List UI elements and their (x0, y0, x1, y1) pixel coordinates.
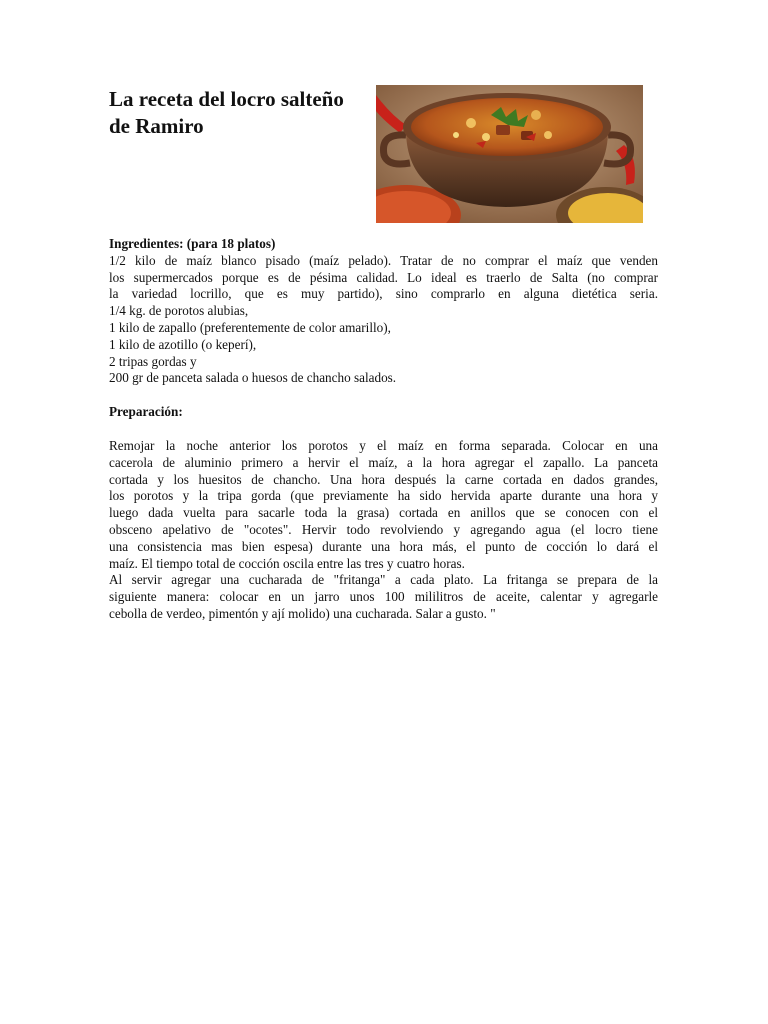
preparation-line: siguiente manera: colocar en un jarro unos 100 mililitros de aceite, calentar y agregarle (109, 589, 658, 605)
recipe-body (109, 236, 658, 623)
locro-photo (376, 85, 643, 223)
preparation-line: cacerola de aluminio primero a hervir el maíz, a la hora agregar el zapallo. La panceta (109, 454, 658, 470)
preparation-heading: Preparación: (109, 404, 183, 420)
locro-bowl-illustration (376, 85, 643, 223)
spacer (109, 421, 658, 438)
ingredient-line: la variedad locrillo, que es muy partido), sino comprarlo en alguna dietética seria. (109, 286, 658, 302)
ingredient-line: 1/2 kilo de maíz blanco pisado (maíz pelado). Tratar de no comprar el maíz que venden (109, 252, 658, 268)
ingredients-list (109, 253, 658, 387)
preparation-line: los porotos y la tripa gorda (que previamente ha sido hervida aparte durante una hora y (109, 488, 658, 504)
preparation-line: luego dada vuelta para sacarle toda la grasa) cortada en anillos que se conocen con el (109, 505, 658, 521)
spacer (109, 387, 658, 404)
ingredients-heading: Ingredientes: (para 18 platos) (109, 236, 276, 251)
preparation-line: maíz. El tiempo total de cocción oscila entre las tres y cuatro horas. (109, 555, 465, 571)
preparation-line: cebolla de verdeo, pimentón y ají molido) una cucharada. Salar a gusto. " (109, 605, 496, 621)
preparation-text (109, 438, 658, 623)
preparation-line: cortada y los huesitos de chancho. Una hora después la carne cortada en dados grandes, (109, 471, 658, 487)
ingredient-line: 1/4 kg. de porotos alubias, (109, 303, 249, 319)
ingredient-line: 200 gr de panceta salada o huesos de chancho salados. (109, 370, 397, 386)
recipe-title-line-1: La receta del locro salteño (109, 87, 344, 111)
ingredient-line: 1 kilo de zapallo (preferentemente de color amarillo), (109, 319, 391, 335)
recipe-title-line-2: de Ramiro (109, 114, 204, 138)
preparation-line: una consistencia mas bien espesa) durante una hora más, el punto de cocción lo dará el (109, 538, 658, 554)
ingredient-line: 1 kilo de azotillo (o keperí), (109, 336, 257, 352)
recipe-title (109, 86, 379, 140)
ingredient-line: 2 tripas gordas y (109, 353, 197, 369)
preparation-line: Al servir agregar una cucharada de "fritanga" a cada plato. La fritanga se prepara de la (109, 572, 658, 588)
preparation-line: obsceno apelativo de "ocotes". Hervir todo revolviendo y agregando agua (el locro tiene (109, 521, 658, 537)
ingredient-line: los supermercados porque es de pésima calidad. Lo ideal es traerlo de Salta (no comprar (109, 269, 658, 285)
preparation-line: Remojar la noche anterior los porotos y el maíz en forma separada. Colocar en una (109, 437, 658, 453)
